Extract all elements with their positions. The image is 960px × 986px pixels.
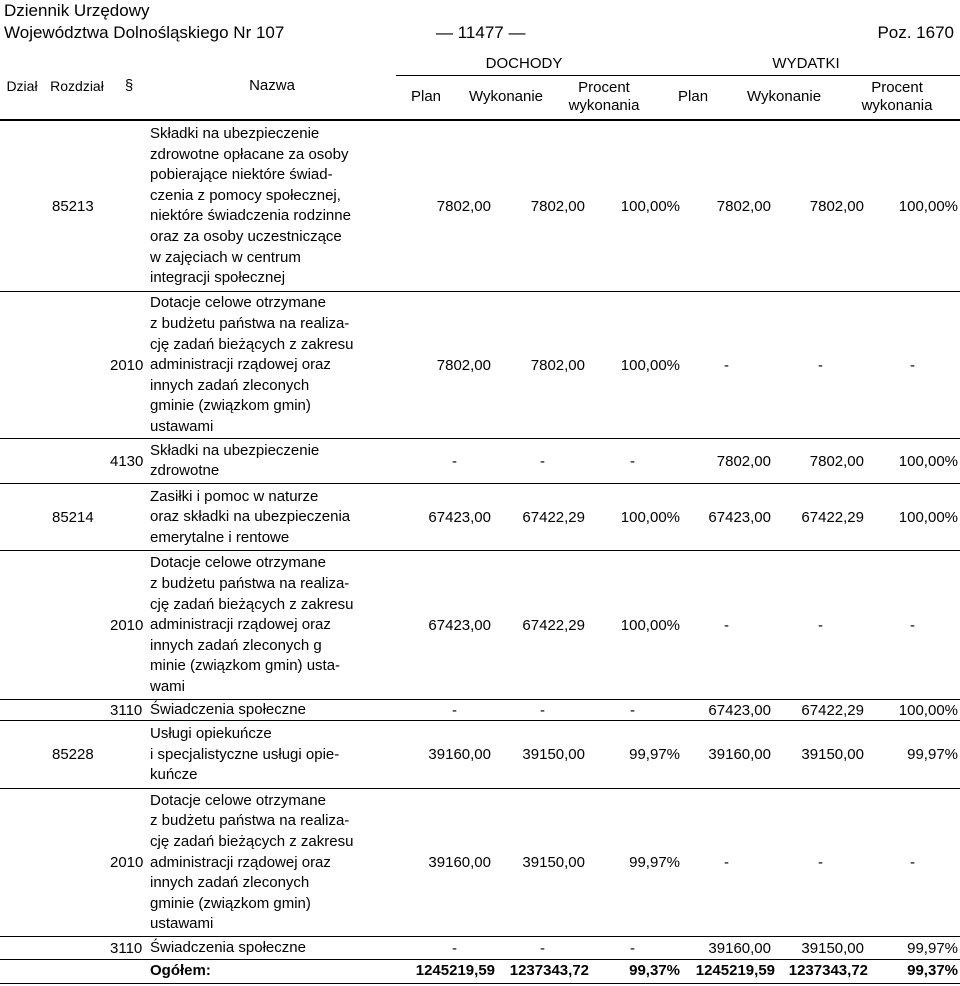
journal-title: Dziennik Urzędowy (4, 1, 150, 20)
d-proc-value: 99,97% (629, 854, 680, 871)
w-wyk-value: - (818, 356, 823, 374)
col-dochody: DOCHODY (485, 54, 563, 72)
col-d-procent: Procent wykonania (556, 75, 652, 119)
journal-issue: Województwa Dolnośląskiego Nr 107 (4, 23, 285, 42)
table-row (0, 700, 960, 721)
w-wyk-value: 39150,00 (801, 939, 864, 957)
d-plan-value: 39160,00 (428, 746, 491, 763)
d-plan-value: 39160,00 (428, 854, 491, 871)
d-wyk-value: 7802,00 (530, 197, 585, 215)
table-row (0, 292, 960, 439)
col-w-wykonanie: Wykonanie (734, 75, 834, 119)
w-plan-value: 67423,00 (708, 508, 771, 526)
d-wyk-value: - (540, 452, 545, 470)
row-name: Dotacje celowe otrzymane z budżetu państwa na realiza- cję zadań bieżących z zakresu administracji rządowej oraz innych zadań zleconych g minie (związkom gmin) usta- wami (150, 554, 354, 695)
d-wyk-value: 67422,29 (522, 508, 585, 526)
table-row (0, 484, 960, 551)
col-d-wykonanie: Wykonanie (456, 75, 556, 119)
d-wyk-value: 39150,00 (522, 854, 585, 871)
paragraf-code: 4130 (110, 452, 144, 470)
d-proc-value: - (630, 701, 635, 719)
paragraf-code: 3110 (110, 701, 143, 719)
w-plan-value: 7802,00 (716, 197, 771, 215)
d-plan-value: 67423,00 (428, 508, 491, 526)
w-plan-value: 39160,00 (708, 746, 771, 763)
col-wydatki: WYDATKI (772, 54, 840, 72)
w-proc-value: - (910, 356, 915, 374)
table-row (0, 937, 960, 960)
w-plan-value: 39160,00 (708, 939, 771, 957)
d-plan-value: - (452, 701, 457, 719)
col-w-procent: Procent wykonania (834, 75, 960, 119)
d-proc-value: 100,00% (620, 356, 680, 374)
w-wyk-value: - (818, 854, 823, 871)
row-name: Zasiłki i pomoc w naturze oraz składki na ubezpieczenia emerytalne i rentowe (150, 487, 351, 546)
total-d-plan: 1245219,59 (415, 962, 495, 979)
w-plan-value: - (724, 854, 729, 871)
d-proc-value: 99,97% (629, 746, 680, 763)
w-plan-value: 7802,00 (716, 452, 771, 470)
w-proc-value: 100,00% (898, 508, 958, 526)
total-d-proc: 99,37% (629, 962, 680, 979)
col-w-plan: Plan (652, 75, 734, 119)
w-plan-value: - (724, 356, 729, 374)
paragraf-code: 3110 (110, 939, 143, 957)
w-wyk-value: 7802,00 (809, 452, 864, 470)
w-proc-value: 100,00% (898, 197, 958, 215)
rozdzial-code: 85228 (52, 746, 94, 763)
row-name: Dotacje celowe otrzymane z budżetu państwa na realiza- cję zadań bieżących z zakresu administracji rządowej oraz innych zadań zleconych gminie (związkom gmin) ustawami (150, 791, 354, 933)
col-rozdzial: Rozdział (50, 77, 104, 94)
d-plan-value: 7802,00 (436, 356, 491, 374)
total-w-wyk: 1237343,72 (788, 962, 868, 979)
w-wyk-value: 7802,00 (809, 197, 864, 215)
paragraf-code: 2010 (110, 616, 144, 634)
position-number: Poz. 1670 (877, 23, 954, 42)
group-divider (400, 75, 960, 76)
d-plan-value: 67423,00 (428, 616, 491, 634)
row-name: Składki na ubezpieczenie zdrowotne (150, 441, 320, 480)
paragraf-code: 2010 (110, 854, 144, 871)
w-wyk-value: 67422,29 (801, 508, 864, 526)
rozdzial-code: 85213 (52, 197, 94, 215)
w-proc-value: 99,97% (907, 746, 958, 763)
d-proc-value: - (630, 452, 635, 470)
row-name: Usługi opiekuńcze i specjalistyczne usługi opie- kuńcze (150, 725, 340, 784)
d-plan-value: - (452, 452, 457, 470)
col-d-plan: Plan (396, 75, 456, 119)
d-wyk-value: 67422,29 (522, 616, 585, 634)
w-proc-value: 100,00% (898, 452, 958, 470)
total-w-plan: 1245219,59 (695, 962, 775, 979)
table-row (0, 789, 960, 937)
col-nazwa: Nazwa (249, 76, 295, 94)
total-row (0, 960, 960, 984)
table-row (0, 121, 960, 292)
d-wyk-value: - (540, 939, 545, 957)
table-row (0, 721, 960, 789)
w-plan-value: - (724, 616, 729, 634)
total-w-proc: 99,37% (907, 962, 958, 979)
w-wyk-value: 67422,29 (801, 701, 864, 719)
header-divider (0, 120, 960, 121)
w-proc-value: - (910, 616, 915, 634)
w-wyk-value: - (818, 616, 823, 634)
row-name: Świadczenia społeczne (150, 701, 306, 719)
col-paragraf: § (124, 76, 134, 94)
d-proc-value: - (630, 939, 635, 957)
d-wyk-value: - (540, 701, 545, 719)
w-proc-value: 99,97% (907, 939, 958, 957)
d-plan-value: - (452, 939, 457, 957)
row-name: Świadczenia społeczne (150, 939, 306, 957)
w-proc-value: - (910, 854, 915, 871)
page-number: — 11477 — (436, 23, 526, 42)
rozdzial-code: 85214 (52, 508, 94, 526)
row-name: Dotacje celowe otrzymane z budżetu państwa na realiza- cję zadań bieżących z zakresu administracji rządowej oraz innych zadań zleconych gminie (związkom gmin) ustawami (150, 294, 354, 435)
w-wyk-value: 39150,00 (801, 746, 864, 763)
total-d-wyk: 1237343,72 (509, 962, 589, 979)
paragraf-code: 2010 (110, 356, 144, 374)
w-plan-value: 67423,00 (708, 701, 771, 719)
col-dzial: Dział (6, 77, 38, 94)
total-label: Ogółem: (150, 962, 211, 979)
d-proc-value: 100,00% (620, 197, 680, 215)
table-row (0, 551, 960, 700)
d-wyk-value: 39150,00 (522, 746, 585, 763)
d-proc-value: 100,00% (620, 508, 680, 526)
d-proc-value: 100,00% (620, 616, 680, 634)
row-name: Składki na ubezpieczenie zdrowotne opłacane za osoby pobierające niektóre świad- czenia z pomocy społecznej, niektóre świadczenia rodzinne oraz za osoby uczestniczące w zajęciach w centrum integracji społecznej (150, 125, 351, 287)
w-proc-value: 100,00% (898, 701, 958, 719)
table-row (0, 439, 960, 484)
d-wyk-value: 7802,00 (530, 356, 585, 374)
d-plan-value: 7802,00 (436, 197, 491, 215)
